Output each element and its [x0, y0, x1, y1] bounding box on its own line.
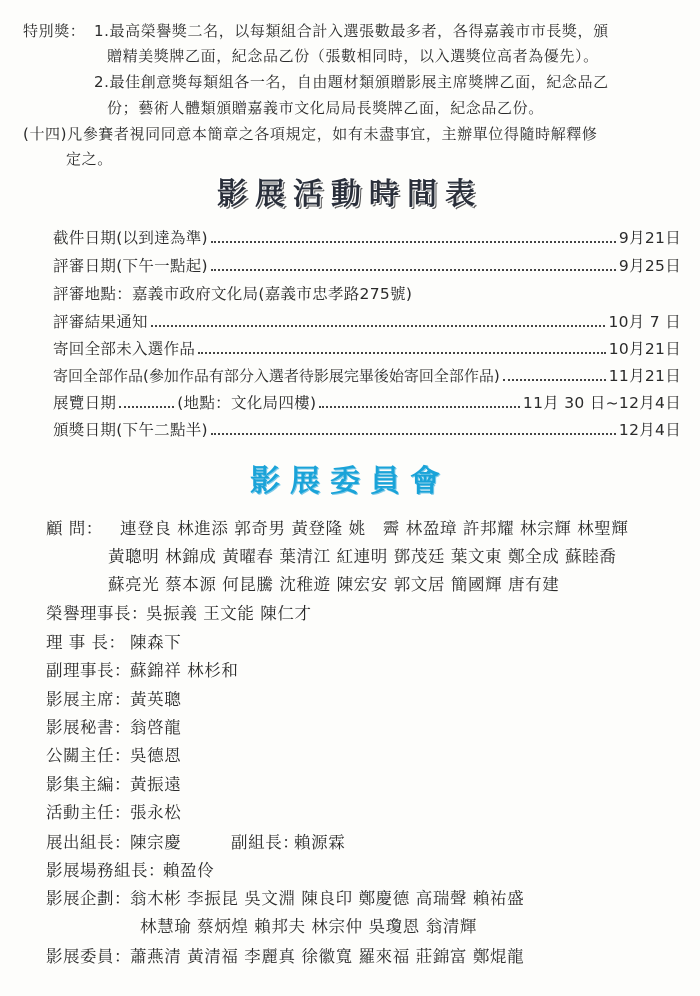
venue-name: 賴盈伶 — [163, 861, 215, 880]
clause-14-line2: 定之。 — [66, 150, 113, 168]
schedule-label: 寄回全部作品(參加作品有部分入選者待影展完畢後始寄回全部作品) — [53, 367, 500, 385]
vice-exhibit-name: 賴源霖 — [294, 833, 346, 852]
activity-name: 張永松 — [130, 803, 182, 822]
rule-item1-line1: 1.最高榮譽獎二名，以每類組合計入選張數最多者，各得嘉義市市長獎，頒 — [94, 22, 609, 40]
advisors-label: 顧 問： — [46, 519, 103, 538]
advisors-line3: 蘇亮光 蔡本源 何昆騰 沈稚遊 陳宏安 郭文居 簡國輝 唐有建 — [108, 575, 560, 594]
special-award-label: 特別獎： — [23, 22, 86, 40]
schedule-location: (地點：文化局四樓) — [177, 394, 317, 412]
pr-label: 公關主任： — [46, 746, 131, 765]
advisors-line2: 黃聰明 林錦成 黃曜春 葉清江 紅連明 鄧茂廷 葉文東 鄭全成 蘇睦喬 — [108, 547, 617, 566]
secretary-label: 影展秘書： — [46, 718, 131, 737]
honorary-chair-names: 吳振義 王文能 陳仁才 — [146, 604, 312, 623]
schedule-title-text: 影展活動時間表 — [217, 177, 483, 212]
committee-title — [0, 456, 700, 500]
leader-dots — [211, 268, 616, 271]
planning-line1: 翁木彬 李振昆 吳文淵 陳良印 鄭慶德 高瑞聲 賴祐盛 — [130, 889, 525, 908]
leader-dots — [119, 405, 174, 408]
editor-name: 黃振遠 — [130, 775, 182, 794]
schedule-row-judging — [53, 252, 681, 276]
schedule-date: 9月25日 — [618, 257, 681, 275]
members-label: 影展委員： — [46, 947, 131, 966]
schedule-label: 展覽日期 — [53, 394, 117, 412]
schedule-date: 11月 30 日~12月4日 — [522, 394, 681, 412]
secretary-name: 翁啓龍 — [130, 718, 182, 737]
planning-label: 影展企劃： — [46, 889, 131, 908]
schedule-date: 11月21日 — [608, 367, 681, 385]
schedule-label: 評審日期(下午一點起) — [53, 257, 208, 275]
schedule-row-exhibition — [53, 389, 681, 413]
exhibit-label: 展出組長： — [46, 833, 131, 852]
schedule-row-venue — [53, 280, 681, 304]
vice-exhibit-label: 副組長： — [231, 833, 300, 852]
schedule-date: 10月 7 日 — [608, 313, 681, 331]
schedule-label: 評審地點：嘉義市政府文化局(嘉義市忠孝路275號) — [53, 285, 413, 303]
pr-name: 吳德恩 — [130, 746, 182, 765]
activity-label: 活動主任： — [46, 803, 131, 822]
schedule-date: 10月21日 — [608, 340, 681, 358]
rule-item2-line2: 份；藝術人體類頒贈嘉義市文化局局長獎牌乙面，紀念品乙份。 — [107, 99, 544, 117]
chair-label: 理 事 長： — [46, 633, 126, 652]
members-names: 蕭燕清 黃清福 李麗真 徐徽寬 羅來福 莊錦富 鄭焜龍 — [130, 947, 525, 966]
leader-dots — [198, 351, 606, 354]
venue-label: 影展場務組長： — [46, 861, 165, 880]
president-name: 黃英聰 — [130, 690, 182, 709]
honorary-chair-label: 榮譽理事長： — [46, 604, 148, 623]
schedule-label: 寄回全部未入選作品 — [53, 340, 196, 358]
rule-item2-line1: 2.最佳創意獎每類組各一名，自由題材類頒贈影展主席獎牌乙面，紀念品乙 — [94, 73, 609, 91]
exhibit-name: 陳宗慶 — [130, 833, 182, 852]
schedule-row-results — [53, 308, 681, 332]
advisors-line1: 連登良 林進添 郭奇男 黃登隆 姚 霽 林盈璋 許邦耀 林宗輝 林聖輝 — [120, 519, 629, 538]
leader-dots — [319, 405, 520, 408]
planning-line2: 林慧瑜 蔡炳煌 賴邦夫 林宗仲 吳瓊恩 翁清輝 — [140, 917, 478, 936]
schedule-title — [0, 169, 700, 213]
leader-dots — [211, 432, 616, 435]
rule-item1-line2: 贈精美獎牌乙面，紀念品乙份（張數相同時，以入選獎位高者為優先）。 — [107, 47, 599, 65]
leader-dots — [503, 378, 606, 381]
clause-14-line1: (十四)凡參賽者視同同意本簡章之各項規定，如有未盡事宜，主辦單位得隨時解釋修 — [23, 125, 598, 143]
schedule-date: 12月4日 — [618, 421, 681, 439]
committee-title-text: 影展委員會 — [250, 464, 450, 499]
schedule-row-award — [53, 416, 681, 440]
schedule-label: 截件日期(以到達為準) — [53, 229, 208, 247]
president-label: 影展主席： — [46, 690, 131, 709]
schedule-row-return-rejected — [53, 335, 681, 359]
leader-dots — [211, 240, 616, 243]
schedule-row-deadline — [53, 224, 681, 248]
leader-dots — [151, 324, 606, 327]
schedule-label: 評審結果通知 — [53, 313, 148, 331]
chair-name: 陳森下 — [130, 633, 182, 652]
schedule-label: 頒獎日期(下午二點半) — [53, 421, 208, 439]
editor-label: 影集主編： — [46, 775, 131, 794]
vice-chair-names: 蘇錦祥 林杉和 — [130, 661, 239, 680]
schedule-date: 9月21日 — [618, 229, 681, 247]
vice-chair-label: 副理事長： — [46, 661, 131, 680]
schedule-row-return-all — [53, 362, 681, 386]
